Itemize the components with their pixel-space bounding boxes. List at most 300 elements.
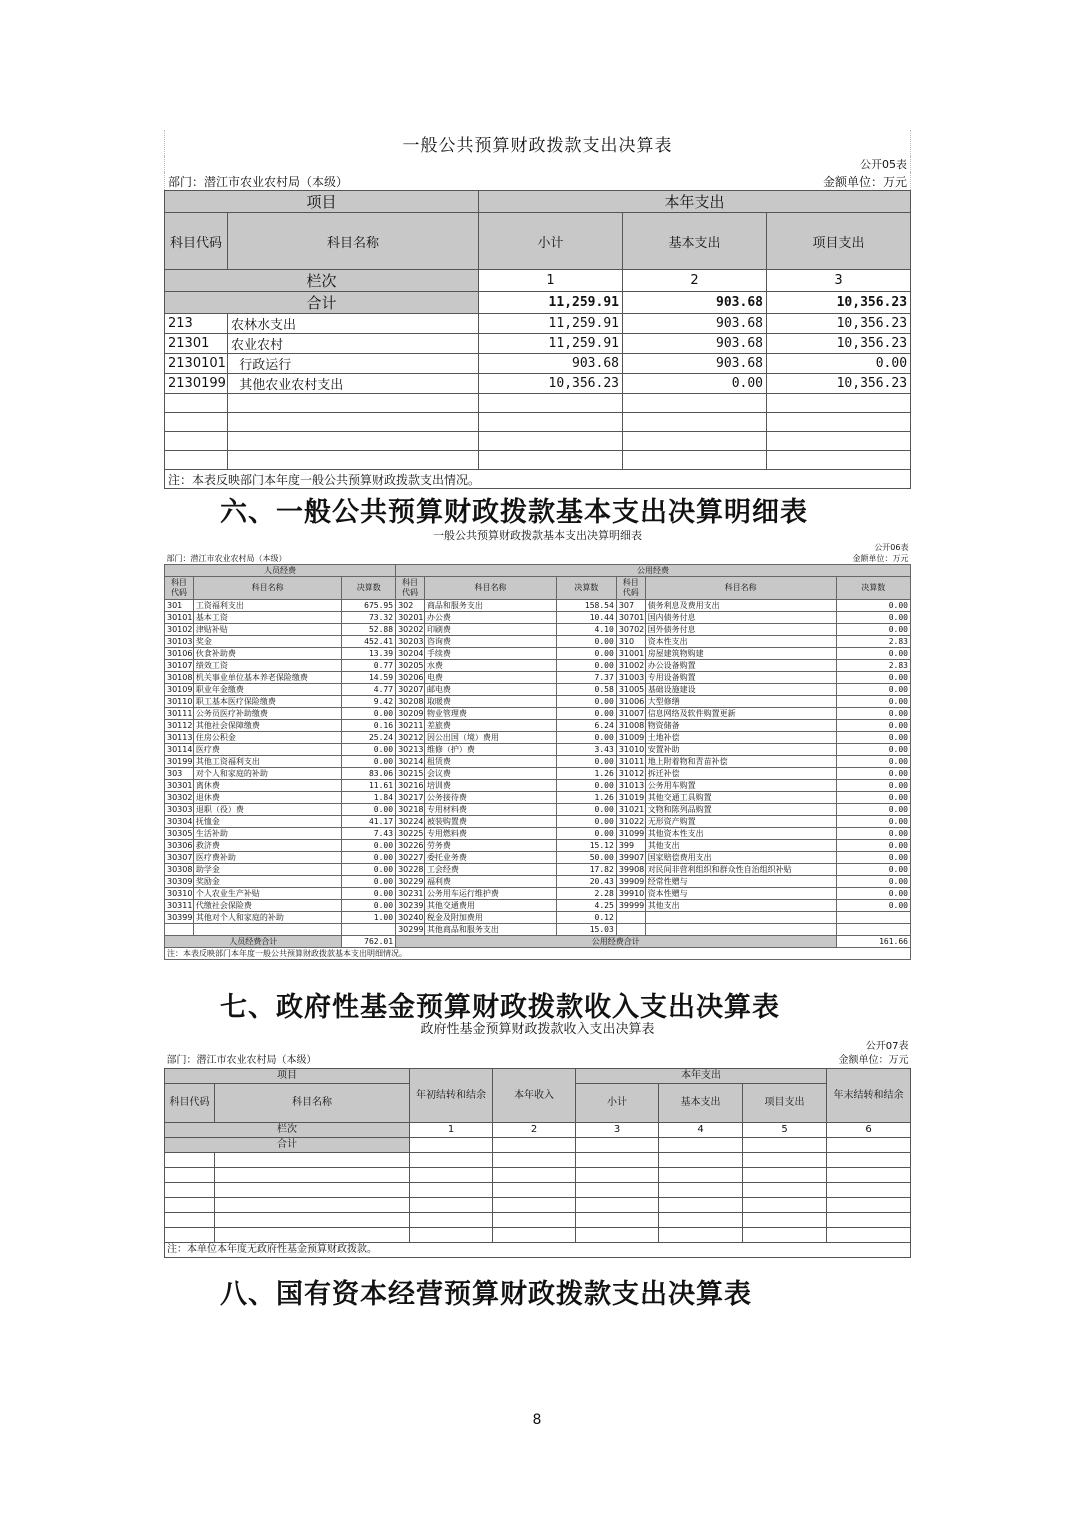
table-row: [165, 624, 911, 636]
cell-name: 住房公积金: [193, 732, 342, 744]
table1-unit: 金额单位：万元: [623, 172, 911, 191]
section-8-heading: 八、国有资本经营预算财政拨款支出决算表: [220, 1279, 752, 1310]
cell-name: 医疗费: [193, 744, 342, 756]
cell-name: 福利费: [424, 876, 556, 888]
table1-total-basic: 903.68: [623, 292, 767, 314]
cell-amount: 13.39: [342, 648, 396, 660]
cell-name: 退休费: [193, 792, 342, 804]
empty-row: [165, 394, 911, 413]
table2-public-total-label: 公用经费合计: [396, 936, 836, 948]
cell-name: 信息网络及软件购置更新: [645, 708, 836, 720]
cell-code: 30303: [165, 804, 194, 816]
cell-amount: 0.00: [556, 816, 616, 828]
cell-code: 30301: [165, 780, 194, 792]
cell-name: 公务用车运行维护费: [424, 888, 556, 900]
cell-amount: 0.00: [556, 828, 616, 840]
table1-title: 一般公共预算财政拨款支出决算表: [165, 130, 911, 156]
cell-name: 文物和陈列品购置: [645, 804, 836, 816]
cell-name: 国家赔偿费用支出: [645, 852, 836, 864]
cell-code: 31008: [616, 720, 645, 732]
section-6-heading: 六、一般公共预算财政拨款基本支出决算明细表: [220, 497, 808, 528]
cell-name: 工资福利支出: [193, 600, 342, 612]
table-row: [165, 732, 911, 744]
cell-code: 30308: [165, 864, 194, 876]
cell-code: 30110: [165, 696, 194, 708]
cell-code: 39908: [616, 864, 645, 876]
cell-code: 39910: [616, 888, 645, 900]
cell-code: 39907: [616, 852, 645, 864]
cell-code: 31003: [616, 672, 645, 684]
cell-code: 30309: [165, 876, 194, 888]
table-row: [165, 792, 911, 804]
cell-amount: 0.00: [342, 756, 396, 768]
table2-personnel-total: 762.01: [342, 936, 396, 948]
cell-amount: 0.00: [836, 780, 910, 792]
cell-amount: 0.00: [836, 720, 910, 732]
cell-name: 救济费: [193, 840, 342, 852]
cell-amount: 1.84: [342, 792, 396, 804]
cell-amount: 1.00: [342, 912, 396, 924]
table2-h-code-3: 科目代码: [616, 577, 645, 600]
cell-code: 30109: [165, 684, 194, 696]
cell-name: 其他资本性支出: [645, 828, 836, 840]
table3-h-name: 科目名称: [215, 1084, 410, 1123]
table-row: [165, 600, 911, 612]
table-row: [165, 696, 911, 708]
cell-name: 绩效工资: [193, 660, 342, 672]
table1-header-year: 本年支出: [479, 191, 911, 213]
cell-name: 水费: [424, 660, 556, 672]
cell-code: 399: [616, 840, 645, 852]
table3-h-project: 项目支出: [743, 1084, 827, 1123]
cell-amount: 0.00: [836, 888, 910, 900]
cell-amount: 0.00: [556, 696, 616, 708]
cell-name: 对个人和家庭的补助: [193, 768, 342, 780]
cell-name: 退职（役）费: [193, 804, 342, 816]
cell-amount: 0.00: [836, 624, 910, 636]
table3-h-end: 年末结转和结余: [827, 1069, 911, 1123]
page-number: 8: [532, 1412, 542, 1428]
table2-h-name-2: 科目名称: [424, 577, 556, 600]
cell-code: 30215: [396, 768, 425, 780]
cell-code: 30702: [616, 624, 645, 636]
table2-h-name-1: 科目名称: [193, 577, 342, 600]
cell-code: 31021: [616, 804, 645, 816]
cell-code: 30229: [396, 876, 425, 888]
cell-amount: [836, 912, 910, 924]
cell-amount: 0.00: [836, 648, 910, 660]
table1-header-code: 科目代码: [165, 213, 228, 270]
table-row: [165, 744, 911, 756]
cell-code: 30209: [396, 708, 425, 720]
cell-code: 30240: [396, 912, 425, 924]
cell-amount: 0.00: [556, 732, 616, 744]
table3-h-item: 项目: [165, 1069, 410, 1084]
table3-h-income: 本年收入: [493, 1069, 576, 1123]
cell-amount: 158.54: [556, 600, 616, 612]
cell-code: [616, 912, 645, 924]
cell-name: 个人农业生产补贴: [193, 888, 342, 900]
cell-amount: 0.00: [836, 828, 910, 840]
cell-amount: 0.00: [836, 816, 910, 828]
cell-amount: 0.00: [836, 804, 910, 816]
cell-code: 31013: [616, 780, 645, 792]
cell-name: 经常性赠与: [645, 876, 836, 888]
table-row: [165, 804, 911, 816]
cell-name: 抚恤金: [193, 816, 342, 828]
cell-code: 30310: [165, 888, 194, 900]
cell-name: 因公出国（境）费用: [424, 732, 556, 744]
table1-col-2: 2: [623, 270, 767, 292]
row-basic: 903.68: [623, 334, 767, 354]
cell-name: 生活补助: [193, 828, 342, 840]
cell-amount: 0.16: [342, 720, 396, 732]
cell-code: 30306: [165, 840, 194, 852]
table-row: [165, 374, 911, 394]
table1-col-3: 3: [767, 270, 911, 292]
cell-code: 30231: [396, 888, 425, 900]
cell-code: 30206: [396, 672, 425, 684]
cell-code: 30211: [396, 720, 425, 732]
row-subtotal: 903.68: [479, 354, 623, 374]
cell-amount: 7.37: [556, 672, 616, 684]
cell-amount: 0.58: [556, 684, 616, 696]
cell-name: 其他支出: [645, 840, 836, 852]
cell-amount: 0.00: [836, 900, 910, 912]
cell-amount: 2.28: [556, 888, 616, 900]
cell-code: 30199: [165, 756, 194, 768]
cell-name: [193, 924, 342, 936]
cell-name: 奖金: [193, 636, 342, 648]
cell-name: 大型修缮: [645, 696, 836, 708]
cell-name: 奖励金: [193, 876, 342, 888]
cell-amount: 0.00: [342, 804, 396, 816]
cell-code: 30228: [396, 864, 425, 876]
cell-code: 30239: [396, 900, 425, 912]
cell-code: 30207: [396, 684, 425, 696]
cell-name: 手续费: [424, 648, 556, 660]
cell-amount: 0.00: [342, 852, 396, 864]
cell-code: 30101: [165, 612, 194, 624]
cell-name: 培训费: [424, 780, 556, 792]
cell-code: 30302: [165, 792, 194, 804]
cell-code: 30113: [165, 732, 194, 744]
cell-amount: 0.00: [342, 708, 396, 720]
cell-amount: 17.82: [556, 864, 616, 876]
table2-h-amount-2: 决算数: [556, 577, 616, 600]
cell-amount: 0.00: [556, 648, 616, 660]
cell-code: 30114: [165, 744, 194, 756]
cell-amount: 675.95: [342, 600, 396, 612]
cell-name: 伙食补助费: [193, 648, 342, 660]
cell-name: 地上附着物和青苗补偿: [645, 756, 836, 768]
cell-code: 30307: [165, 852, 194, 864]
table3-dept: 部门：潜江市农业农村局（本级）: [166, 1055, 317, 1066]
table1-dept: 部门：潜江市农业农村局（本级）: [165, 172, 623, 191]
cell-amount: 15.03: [556, 924, 616, 936]
cell-amount: 1.26: [556, 768, 616, 780]
empty-row: [165, 451, 911, 470]
cell-amount: 0.00: [836, 876, 910, 888]
cell-name: [645, 924, 836, 936]
cell-amount: 0.00: [836, 684, 910, 696]
cell-name: 公务用车购置: [645, 780, 836, 792]
row-basic: 903.68: [623, 354, 767, 374]
table3-h-code: 科目代码: [165, 1084, 215, 1123]
cell-name: [645, 912, 836, 924]
row-name: 其他农业农村支出: [228, 374, 479, 394]
cell-code: 30299: [396, 924, 425, 936]
cell-amount: 0.00: [836, 672, 910, 684]
cell-code: 30202: [396, 624, 425, 636]
cell-code: 31005: [616, 684, 645, 696]
cell-name: 国内债务付息: [645, 612, 836, 624]
cell-code: 30216: [396, 780, 425, 792]
cell-name: 办公费: [424, 612, 556, 624]
table-row: [165, 334, 911, 354]
cell-code: 31099: [616, 828, 645, 840]
cell-code: [165, 924, 194, 936]
cell-code: 30224: [396, 816, 425, 828]
cell-code: 310: [616, 636, 645, 648]
table3-col-1: 1: [410, 1123, 493, 1138]
table-row: [165, 720, 911, 732]
row-project: 10,356.23: [767, 334, 911, 354]
cell-code: 31019: [616, 792, 645, 804]
empty-row: [165, 1228, 911, 1243]
cell-code: 30102: [165, 624, 194, 636]
cell-amount: 0.00: [342, 744, 396, 756]
general-budget-expenditure-table: [164, 130, 911, 489]
cell-name: 咨询费: [424, 636, 556, 648]
cell-name: 医疗费补助: [193, 852, 342, 864]
empty-row: [165, 1168, 911, 1183]
cell-amount: 452.41: [342, 636, 396, 648]
row-name: 农林水支出: [228, 314, 479, 334]
cell-code: 31009: [616, 732, 645, 744]
cell-name: 无形资产购置: [645, 816, 836, 828]
empty-row: [165, 1198, 911, 1213]
cell-name: 维修（护）费: [424, 744, 556, 756]
table-row: [165, 314, 911, 334]
cell-code: 30305: [165, 828, 194, 840]
cell-code: 30218: [396, 804, 425, 816]
empty-row: [165, 413, 911, 432]
cell-name: 专用材料费: [424, 804, 556, 816]
cell-amount: 6.24: [556, 720, 616, 732]
table3-title: 政府性基金预算财政拨款收入支出决算表: [420, 1022, 655, 1037]
table1-total-subtotal: 11,259.91: [479, 292, 623, 314]
cell-amount: 0.00: [556, 636, 616, 648]
table1-col-1: 1: [479, 270, 623, 292]
cell-code: 30212: [396, 732, 425, 744]
cell-name: 机关事业单位基本养老保险缴费: [193, 672, 342, 684]
cell-amount: 0.12: [556, 912, 616, 924]
cell-code: 30106: [165, 648, 194, 660]
cell-amount: 2.83: [836, 660, 910, 672]
cell-code: 303: [165, 768, 194, 780]
table3-col-4: 4: [659, 1123, 743, 1138]
row-project: 10,356.23: [767, 314, 911, 334]
cell-amount: 0.77: [342, 660, 396, 672]
row-basic: 0.00: [623, 374, 767, 394]
cell-amount: 25.24: [342, 732, 396, 744]
cell-code: 30204: [396, 648, 425, 660]
cell-amount: 4.77: [342, 684, 396, 696]
cell-code: 30399: [165, 912, 194, 924]
table1-header-basic: 基本支出: [623, 213, 767, 270]
cell-code: 30205: [396, 660, 425, 672]
row-basic: 903.68: [623, 314, 767, 334]
cell-amount: 50.00: [556, 852, 616, 864]
table-row: [165, 912, 911, 924]
cell-name: 代缴社会保险费: [193, 900, 342, 912]
table3-h-begin: 年初结转和结余: [410, 1069, 493, 1123]
cell-name: 公务员医疗补助缴费: [193, 708, 342, 720]
cell-amount: 0.00: [836, 756, 910, 768]
table3-h-basic: 基本支出: [659, 1084, 743, 1123]
table3-lanci: 栏次: [165, 1123, 410, 1138]
table-row: [165, 780, 911, 792]
cell-name: 工会经费: [424, 864, 556, 876]
cell-name: 物资储备: [645, 720, 836, 732]
cell-code: 31010: [616, 744, 645, 756]
cell-amount: 0.00: [836, 744, 910, 756]
cell-code: 31011: [616, 756, 645, 768]
cell-code: 39999: [616, 900, 645, 912]
cell-amount: 52.88: [342, 624, 396, 636]
cell-code: 31002: [616, 660, 645, 672]
table3-h-year: 本年支出: [576, 1069, 827, 1084]
table3-col-2: 2: [493, 1123, 576, 1138]
cell-name: 房屋建筑物购建: [645, 648, 836, 660]
table1-note: 注：本表反映部门本年度一般公共预算财政拨款支出情况。: [165, 470, 911, 489]
table1-header-name: 科目名称: [228, 213, 479, 270]
table-row: [165, 648, 911, 660]
table3-h-subtotal: 小计: [576, 1084, 659, 1123]
cell-code: [616, 924, 645, 936]
cell-name: 其他对个人和家庭的补助: [193, 912, 342, 924]
table3-col-6: 6: [827, 1123, 911, 1138]
cell-name: 对民间非营利组织和群众性自治组织补贴: [645, 864, 836, 876]
table-row: [165, 816, 911, 828]
table2-unit: 金额单位：万元: [852, 554, 909, 563]
table2-personnel-header: 人员经费: [165, 565, 396, 577]
cell-amount: 0.00: [556, 756, 616, 768]
cell-code: 30208: [396, 696, 425, 708]
cell-name: 会议费: [424, 768, 556, 780]
table2-public-header: 公用经费: [396, 565, 911, 577]
table-row: [165, 876, 911, 888]
table2-h-amount-3: 决算数: [836, 577, 910, 600]
cell-amount: [836, 924, 910, 936]
cell-amount: 0.00: [342, 864, 396, 876]
cell-code: 30225: [396, 828, 425, 840]
table-row: [165, 852, 911, 864]
table-row: [165, 354, 911, 374]
cell-name: 债务利息及费用支出: [645, 600, 836, 612]
table3-col-3: 3: [576, 1123, 659, 1138]
cell-amount: 4.25: [556, 900, 616, 912]
table3-code: 公开07表: [865, 1041, 909, 1052]
cell-name: 其他工资福利支出: [193, 756, 342, 768]
table-row: [165, 708, 911, 720]
empty-row: [165, 1213, 911, 1228]
cell-name: 专用设备购置: [645, 672, 836, 684]
cell-code: 31006: [616, 696, 645, 708]
cell-name: 其他支出: [645, 900, 836, 912]
cell-amount: 0.00: [836, 768, 910, 780]
cell-name: 办公设备购置: [645, 660, 836, 672]
table2-h-name-3: 科目名称: [645, 577, 836, 600]
cell-amount: 0.00: [836, 696, 910, 708]
cell-amount: 4.10: [556, 624, 616, 636]
row-name: 农业农村: [228, 334, 479, 354]
row-project: 0.00: [767, 354, 911, 374]
cell-code: 30227: [396, 852, 425, 864]
cell-name: 税金及附加费用: [424, 912, 556, 924]
cell-name: 国外债务付息: [645, 624, 836, 636]
cell-code: 31007: [616, 708, 645, 720]
cell-amount: 0.00: [836, 732, 910, 744]
empty-row: [165, 432, 911, 451]
table2-h-code-2: 科目代码: [396, 577, 425, 600]
cell-amount: [342, 924, 396, 936]
cell-name: 资本性支出: [645, 636, 836, 648]
cell-code: 30201: [396, 612, 425, 624]
cell-code: 31022: [616, 816, 645, 828]
cell-amount: 0.00: [836, 840, 910, 852]
cell-amount: 41.17: [342, 816, 396, 828]
cell-code: 30107: [165, 660, 194, 672]
cell-name: 商品和服务支出: [424, 600, 556, 612]
table-row: [165, 636, 911, 648]
row-code: 213: [165, 314, 228, 334]
cell-name: 安置补助: [645, 744, 836, 756]
cell-name: 津贴补贴: [193, 624, 342, 636]
cell-amount: 73.32: [342, 612, 396, 624]
cell-name: 取暖费: [424, 696, 556, 708]
table3-col-5: 5: [743, 1123, 827, 1138]
cell-amount: 0.00: [342, 888, 396, 900]
table-row: [165, 756, 911, 768]
table2-dept: 部门：潜江市农业农村局（本级）: [166, 554, 287, 563]
cell-code: 30111: [165, 708, 194, 720]
cell-name: 印刷费: [424, 624, 556, 636]
cell-amount: 11.61: [342, 780, 396, 792]
table-row: [165, 924, 911, 936]
cell-name: 离休费: [193, 780, 342, 792]
cell-amount: 0.00: [556, 660, 616, 672]
cell-name: 土地补偿: [645, 732, 836, 744]
cell-name: 资本性赠与: [645, 888, 836, 900]
cell-amount: 2.83: [836, 636, 910, 648]
cell-name: 其他商品和服务支出: [424, 924, 556, 936]
table1-total-project: 10,356.23: [767, 292, 911, 314]
cell-code: 302: [396, 600, 425, 612]
section-7-heading: 七、政府性基金预算财政拨款收入支出决算表: [220, 992, 780, 1023]
cell-amount: 7.43: [342, 828, 396, 840]
cell-amount: 83.06: [342, 768, 396, 780]
cell-name: 电费: [424, 672, 556, 684]
cell-name: 其他交通工具购置: [645, 792, 836, 804]
cell-code: 39909: [616, 876, 645, 888]
empty-row: [165, 1183, 911, 1198]
table1-header-project: 项目支出: [767, 213, 911, 270]
row-subtotal: 10,356.23: [479, 374, 623, 394]
table1-lanci: 栏次: [165, 270, 479, 292]
table2-h-amount-1: 决算数: [342, 577, 396, 600]
